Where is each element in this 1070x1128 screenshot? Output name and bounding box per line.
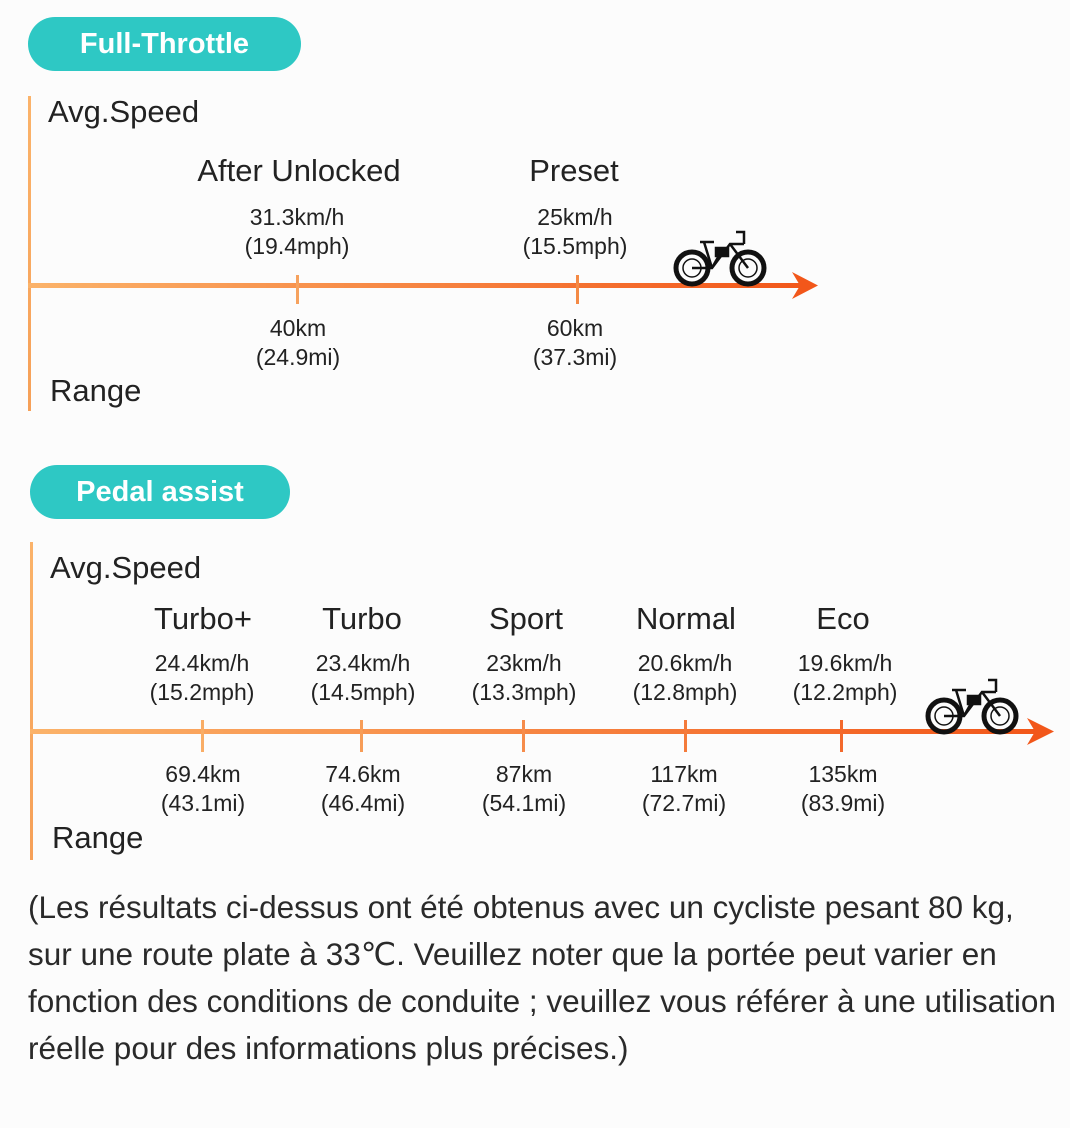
mode-label-eco: Eco <box>816 601 870 636</box>
speed-value <box>633 649 738 707</box>
range-value <box>642 760 726 818</box>
footnote-text: (Les résultats ci-dessus ont été obtenus avec un cycliste pesant 80 kg, sur une route plate à 33℃. Veuillez noter que la portée peut varier en fonction des conditions de conduite ; veuillez vous référer à une utilisation réelle pour des informations plus précises.) <box>28 889 1056 1066</box>
range-km: 60km <box>546 315 604 341</box>
speed-kmh: 20.6km/h <box>637 650 733 676</box>
tick-mark <box>201 720 204 752</box>
range-km: 74.6km <box>325 761 401 787</box>
range-value <box>482 760 566 818</box>
speed-value <box>793 649 898 707</box>
range-label: Range <box>52 820 144 855</box>
avg-speed-label: Avg.Speed <box>48 94 200 129</box>
range-mi: (24.9mi) <box>255 344 341 370</box>
range-km: 117km <box>650 761 718 787</box>
range-value <box>161 760 245 818</box>
speed-mph: (12.8mph) <box>632 679 738 705</box>
speed-mph: (15.2mph) <box>149 679 255 705</box>
range-mi: (54.1mi) <box>481 790 567 816</box>
pedal-assist-badge: Pedal assist <box>30 465 290 519</box>
speed-mph: (15.5mph) <box>522 233 628 259</box>
vertical-axis <box>30 542 33 860</box>
speed-mph: (12.2mph) <box>792 679 898 705</box>
range-km: 87km <box>495 761 553 787</box>
range-mi: (37.3mi) <box>532 344 618 370</box>
speed-kmh: 25km/h <box>537 204 613 230</box>
range-label: Range <box>50 373 142 408</box>
range-mi: (43.1mi) <box>160 790 246 816</box>
range-km: 135km <box>808 761 878 787</box>
range-mi: (83.9mi) <box>800 790 886 816</box>
mode-label-preset: Preset <box>529 153 619 188</box>
range-value <box>801 760 885 818</box>
tick-mark <box>522 720 525 752</box>
speed-mph: (19.4mph) <box>244 233 350 259</box>
ebike-icon <box>922 676 1022 736</box>
axis-line <box>30 729 1035 734</box>
speed-kmh: 24.4km/h <box>154 650 250 676</box>
mode-label-normal: Normal <box>636 601 736 636</box>
tick-mark <box>840 720 843 752</box>
speed-value <box>311 649 416 707</box>
mode-label-sport: Sport <box>488 601 564 636</box>
full-throttle-badge: Full-Throttle <box>28 17 301 71</box>
speed-value <box>150 649 255 707</box>
speed-kmh: 19.6km/h <box>797 650 893 676</box>
speed-mph: (13.3mph) <box>471 679 577 705</box>
tick-mark <box>360 720 363 752</box>
speed-kmh: 23km/h <box>486 650 562 676</box>
mode-label-turbo-plus: Turbo+ <box>154 601 252 636</box>
mode-label-turbo: Turbo <box>322 601 402 636</box>
timeline-arrow <box>0 712 1060 752</box>
speed-kmh: 31.3km/h <box>249 204 345 230</box>
speed-mph: (14.5mph) <box>310 679 416 705</box>
range-km: 40km <box>269 315 327 341</box>
speed-value <box>472 649 577 707</box>
range-mi: (72.7mi) <box>641 790 727 816</box>
speed-kmh: 23.4km/h <box>315 650 411 676</box>
range-mi: (46.4mi) <box>320 790 406 816</box>
range-km: 69.4km <box>165 761 241 787</box>
range-value <box>321 760 405 818</box>
mode-label-after-unlocked: After Unlocked <box>197 153 401 188</box>
tick-mark <box>684 720 687 752</box>
avg-speed-label: Avg.Speed <box>50 550 202 585</box>
